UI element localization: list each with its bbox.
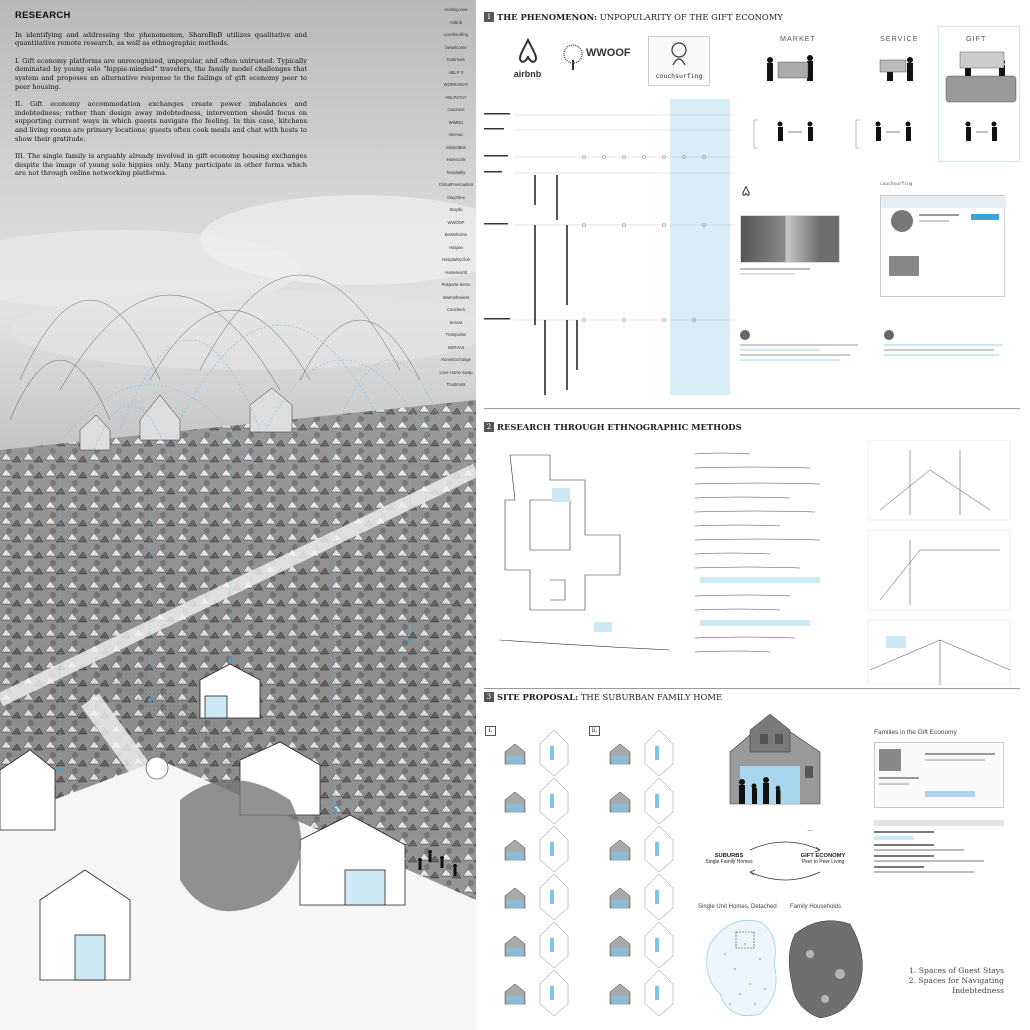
platform-logo: Hospex	[448, 244, 464, 250]
airbnb-logo: airbnb	[500, 38, 555, 83]
intro-text	[15, 12, 307, 187]
platform-logo: SERVAS	[447, 344, 465, 350]
map-title-detached: Single Unit Homes, Detached	[698, 904, 777, 910]
house-diagram-grid	[490, 730, 690, 1020]
ethnographic-sketches	[490, 440, 1020, 685]
divider	[484, 688, 1020, 689]
platform-logo: trustroots	[447, 57, 465, 62]
panel-title: RESEARCH	[15, 10, 71, 21]
mode-label-service: SERVICE	[880, 34, 919, 43]
column-label-ii: ii.	[589, 726, 600, 736]
platform-logo: HospitalityClub	[442, 257, 470, 262]
platform-logo: Hostelworld	[445, 269, 467, 275]
map-title-family: Family Households	[790, 904, 842, 910]
platform-logo: HELP X	[448, 69, 464, 75]
section-3-title: 3 SITE PROPOSAL: THE SUBURBAN FAMILY HOME	[484, 692, 722, 702]
tree-icon	[562, 44, 584, 72]
families-title: Families in the Gift Economy	[874, 729, 957, 736]
mode-label-market: MARKET	[780, 34, 816, 43]
platform-logo: Couchers	[447, 307, 465, 312]
couchsurfing-profile-screenshot: couchsurfing	[880, 182, 1005, 300]
platform-logo: bewelcome	[445, 44, 467, 50]
platform-logo: HomeLink	[446, 157, 466, 162]
wwoof-logo: WWOOF	[562, 44, 637, 76]
platform-logo: Mistertbnb	[446, 144, 466, 150]
platform-logo: Hosting now	[444, 7, 468, 12]
platform-logo: Staydu	[449, 207, 463, 212]
platform-logo: WIMDU	[448, 119, 464, 125]
section-1-title: 1 THE PHENOMENON: UNPOPULARITY OF THE GIFT ECONOMY	[484, 12, 783, 22]
airbnb-icon	[740, 185, 752, 197]
nyc-maps	[700, 914, 870, 1024]
cycle-node-suburbs: SUBURBS Single Family Homes	[705, 853, 753, 865]
platform-logo: HomeExchange	[441, 357, 471, 362]
airbnb-listing-screenshot	[740, 182, 840, 287]
review-snippet-right	[884, 330, 1004, 390]
couchsurfing-icon	[667, 41, 691, 67]
platform-logo: Servas	[449, 319, 463, 325]
platform-comparison-matrix	[484, 95, 734, 400]
platform-logo: couchers	[447, 107, 465, 112]
intro-paragraph: In identifying and addressing the phenomenon, ShareBnB utilizes qualitative and quantitative remote research, as well as ethnographic methods.	[15, 30, 307, 48]
research-panel	[0, 0, 476, 1030]
intro-paragraph: III. The single family is arguably already involved in gift economy housing exchanges despite the image of young solo hippies only. Many participate in other forms which are not through online networking platforms.	[15, 152, 307, 178]
couchsurfing-logo: couchsurfing	[648, 36, 710, 86]
family-profile-screenshot	[874, 742, 1004, 808]
platform-logo: Love Home Swap	[439, 369, 473, 375]
family-details-list	[874, 820, 1004, 880]
platform-logo: WORKAWAY	[443, 82, 469, 87]
section-2-title: 2 RESEARCH THROUGH ETHNOGRAPHIC METHODS	[484, 422, 742, 432]
cycle-caption-top: —	[807, 828, 813, 834]
platform-logo: WWOOF	[447, 219, 465, 225]
platform-logo: GlobalFreeloaders	[438, 182, 474, 187]
platform-logo: BeWelcome	[444, 232, 468, 237]
avatar	[891, 210, 913, 232]
platform-logo: Warmshowers	[442, 294, 470, 300]
listing-photo	[740, 215, 840, 263]
platform-logo: Stay4free	[447, 194, 465, 200]
family-photo	[879, 749, 901, 771]
platform-logo: Airbnb	[449, 19, 463, 25]
column-label-i: i.	[485, 726, 496, 736]
platform-logo: Pasporta Servo	[441, 282, 471, 287]
exchange-mode-diagrams	[750, 48, 1020, 160]
intro-paragraph: I. Gift economy platforms are unrecognized, unpopular, and often untrusted. Typically dominated by young solo "hippie-minded" travelers, the family model challenges that system and proposes an alternative response to the failings of gift economy peer to peer housing.	[15, 56, 307, 91]
diagram-legend: 1. Spaces of Guest Stays 2. Spaces for Navigating Indebtedness	[908, 966, 1004, 995]
send-request-button	[971, 214, 999, 220]
platform-logo: HELPSTAY	[445, 94, 467, 100]
family-home-illustration	[720, 712, 840, 808]
intro-paragraph: II. Gift economy accommodation exchanges create power imbalances and indebtedness; rather than design away indebtedness, intervention should focus on supporting current ways in which guests navigate the feeling. In this case, kitchens and living rooms are primary locations; guests often cook meals and chat with hosts to show their gratitude.	[15, 100, 307, 143]
platform-logo: Intervac	[448, 132, 464, 137]
review-snippet-left	[740, 330, 860, 390]
platform-logo-column	[438, 4, 474, 392]
platform-logo: Trampolinn	[445, 332, 467, 337]
platform-logo: hospitality	[446, 169, 466, 175]
platform-logo: couchsurfing	[444, 32, 468, 37]
divider	[484, 408, 1020, 409]
airbnb-icon	[513, 38, 543, 64]
cycle-node-gift-economy: GIFT ECONOMY Peer to Peer Living	[800, 853, 846, 865]
platform-logo: Trustroots	[446, 382, 466, 387]
mode-label-gift: GIFT	[966, 34, 987, 43]
